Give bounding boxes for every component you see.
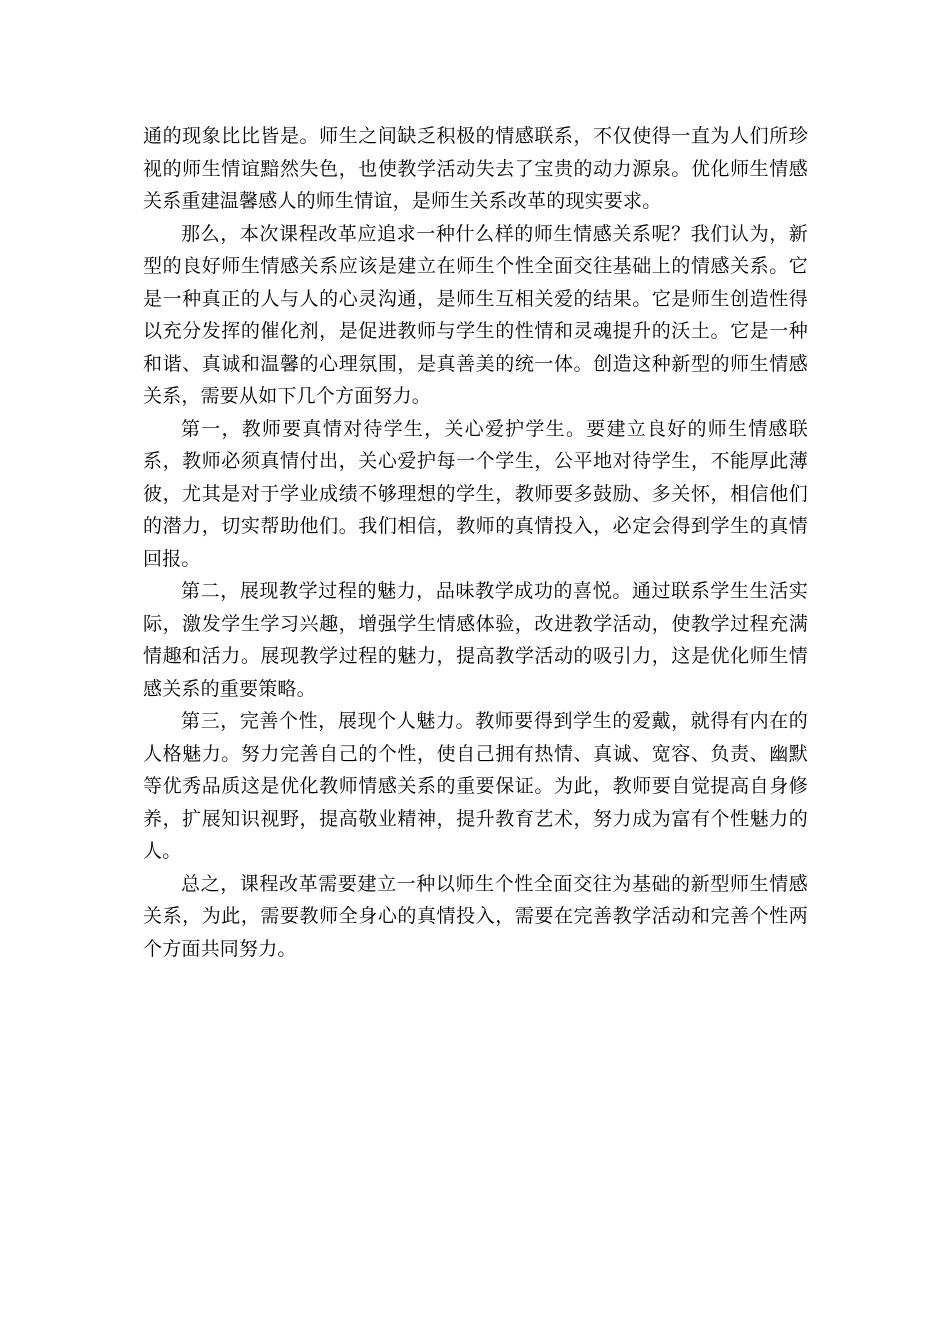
paragraph-2: 那么，本次课程改革应追求一种什么样的师生情感关系呢？我们认为，新型的良好师生情感关系应该是建立在师生个性全面交往基础上的情感关系。它是一种真正的人与人的心灵沟通，是师生互相关爱的结果。它是师生创造性得以充分发挥的催化剂，是促进教师与学生的性情和灵魂提升的沃土。它是一种和谐、真诚和温馨的心理氛围，是真善美的统一体。创造这种新型的师生情感关系，需要从如下几个方面努力。: [143, 222, 808, 407]
paragraph-6: 总之，课程改革需要建立一种以师生个性全面交往为基础的新型师生情感关系，为此，需要教师全身心的真情投入，需要在完善教学活动和完善个性两个方面共同努力。: [143, 872, 808, 960]
paragraph-4: 第二，展现教学过程的魅力，品味教学成功的喜悦。通过联系学生生活实际，激发学生学习兴趣，增强学生情感体验，改进教学活动，使教学过程充满情趣和活力。展现教学过程的魅力，提高教学活动的吸引力，这是优化师生情感关系的重要策略。: [143, 580, 808, 700]
paragraph-3: 第一，教师要真情对待学生，关心爱护学生。要建立良好的师生情感联系，教师必须真情付出，关心爱护每一个学生，公平地对待学生，不能厚此薄彼，尤其是对于学业成绩不够理想的学生，教师要多鼓励、多关怀，相信他们的潜力，切实帮助他们。我们相信，教师的真情投入，必定会得到学生的真情回报。: [143, 417, 808, 570]
document-body: [143, 120, 808, 965]
paragraph-5: 第三，完善个性，展现个人魅力。教师要得到学生的爱戴，就得有内在的人格魅力。努力完善自己的个性，使自己拥有热情、真诚、宽容、负责、幽默等优秀品质这是优化教师情感关系的重要保证。为此，教师要自觉提高自身修养，扩展知识视野，提高敬业精神，提升教育艺术，努力成为富有个性魅力的人。: [143, 710, 808, 862]
paragraph-1: 通的现象比比皆是。师生之间缺乏积极的情感联系，不仅使得一直为人们所珍视的师生情谊黯然失色，也使教学活动失去了宝贵的动力源泉。优化师生情感关系重建温馨感人的师生情谊，是师生关系改革的现实要求。: [143, 125, 808, 212]
